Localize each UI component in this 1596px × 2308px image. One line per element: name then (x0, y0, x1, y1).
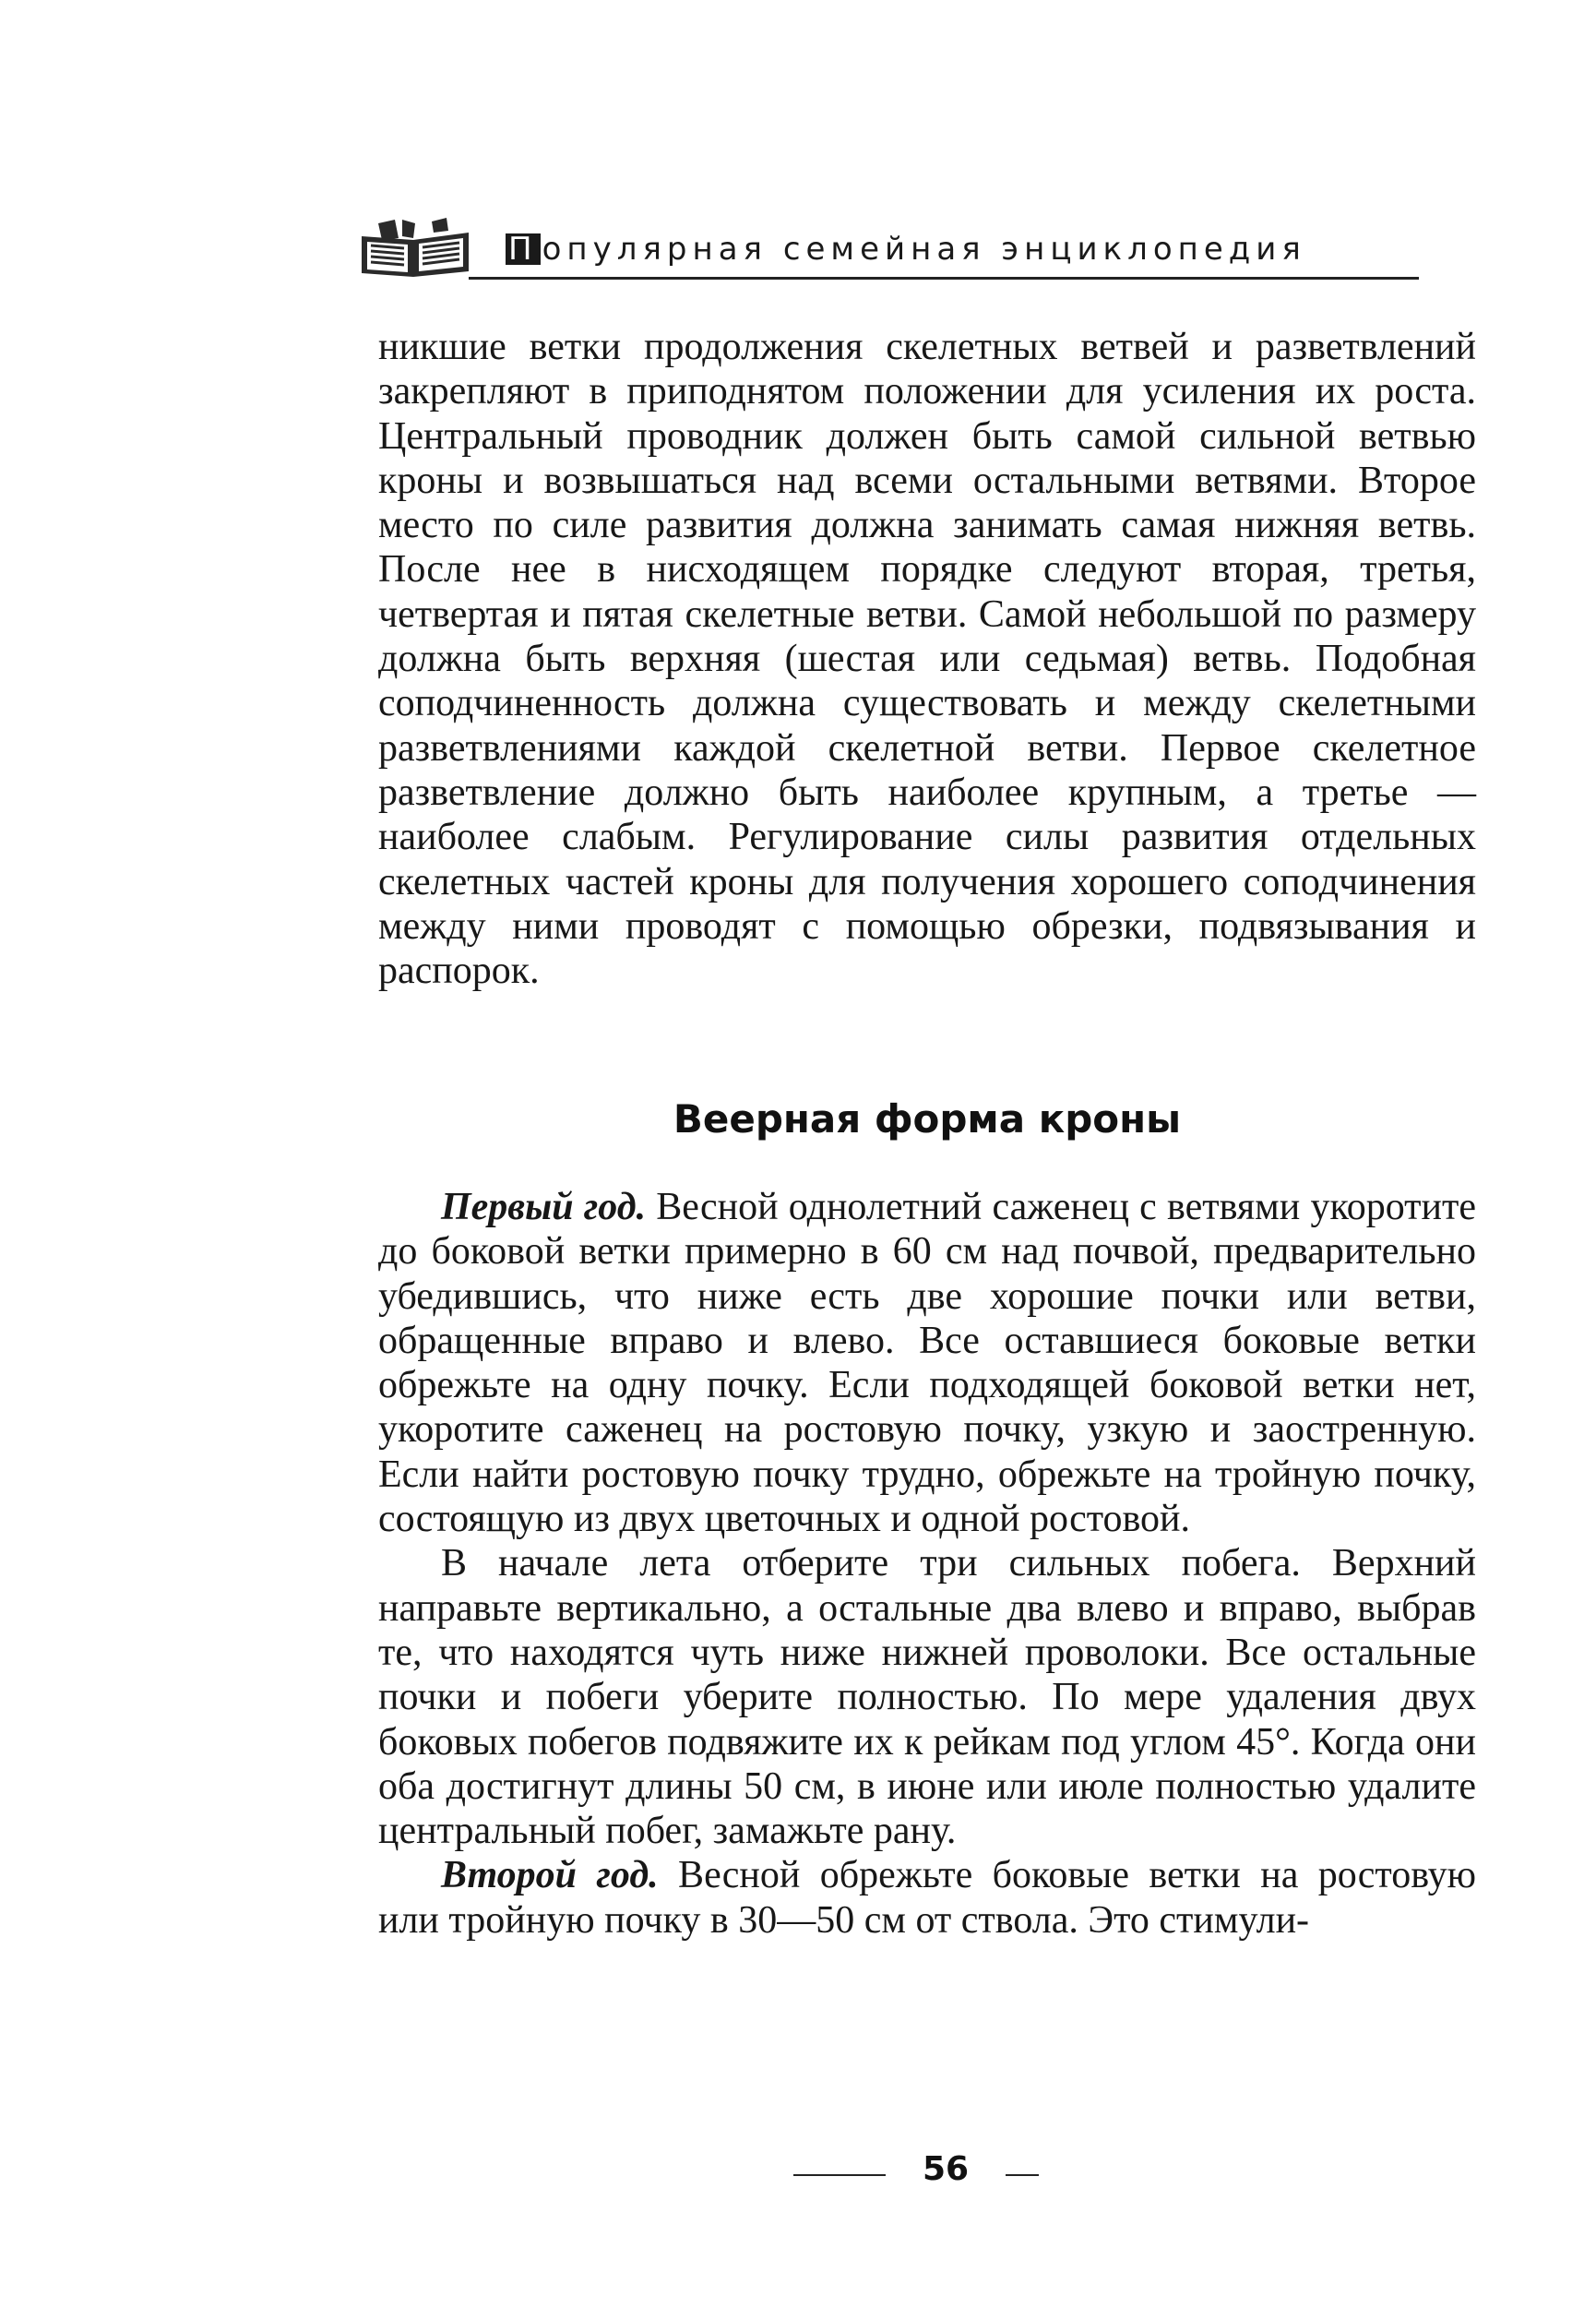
page-footer (775, 2147, 1052, 2193)
header-title-initial: П (506, 233, 541, 265)
footer-dash-right (1006, 2174, 1039, 2176)
first-year-text: Весной однолетний саженец с ветвями укоротите до боковой ветки примерно в 60 см над почвой, предварительно убедившись, что ниже есть две хорошие почки или ветви, обращенные вправо и влево. Все оставшиеся боковые ветки обрежьте на одну почку. Если подходящей боковой ветки нет, укоротите саженец на ростовую почку, узкую и заостренную. Если найти ростовую почку трудно, обрежьте на тройную почку, состоящую из двух цветочных и одной ростовой. (378, 1186, 1476, 1541)
footer-dash-left (793, 2174, 886, 2176)
first-year-label: Первый год. (441, 1186, 647, 1228)
paragraph-first-year (378, 1185, 1476, 1541)
paragraph-summer: В начале лета отберите три сильных побега. Верхний направьте вертикально, а остальные два влево и вправо, выбрав те, что находятся чуть ниже нижней проволоки. Все остальные почки и побеги уберите полностью. По мере удаления двух боковых побегов подвяжите их к рейкам под углом 45°. Когда они оба достигнут длины 50 см, в июне или июле полностью удалите центральный побег, замажьте рану. (378, 1542, 1476, 1853)
header-rule (469, 277, 1419, 280)
second-year-label: Второй год. (441, 1854, 659, 1897)
second-year-text: Весной обрежьте боковые ветки на ростовую или тройную почку в 30—50 см от ствола. Это стимули- (378, 1854, 1476, 1942)
running-header-title (506, 231, 1306, 268)
header-title-rest: опулярная семейная энциклопедия (542, 231, 1306, 268)
section-body (378, 1185, 1476, 1943)
running-header (358, 214, 1419, 279)
section-heading: Веерная форма кроны (673, 1096, 1182, 1142)
paragraph-second-year (378, 1853, 1476, 1943)
paragraph-continued: никшие ветки продолжения скелетных ветвей и разветвлений закрепляют в приподнятом положении для усиления их роста. Центральный проводник должен быть самой сильной ветвью кроны и возвышаться над всеми остальными ветвями. Второе место по силе развития должна занимать самая нижняя ветвь. После нее в нисходящем порядке следуют вторая, третья, четвертая и пятая скелетные ветви. Самой небольшой по размеру должна быть верхняя (шестая или седьмая) ветвь. Подобная соподчиненность должна существовать и между скелетными разветвлениями каждой скелетной ветви. Первое скелетное разветвление должно быть наиболее крупным, а третье — наиболее слабым. Регулирование силы развития отдельных скелетных частей кроны для получения хорошего соподчинения между ними проводят с помощью обрезки, подвязывания и распорок. (378, 326, 1476, 993)
page-number: 56 (922, 2150, 970, 2188)
book-stack-icon (358, 218, 487, 279)
continued-paragraph-block (378, 325, 1476, 993)
